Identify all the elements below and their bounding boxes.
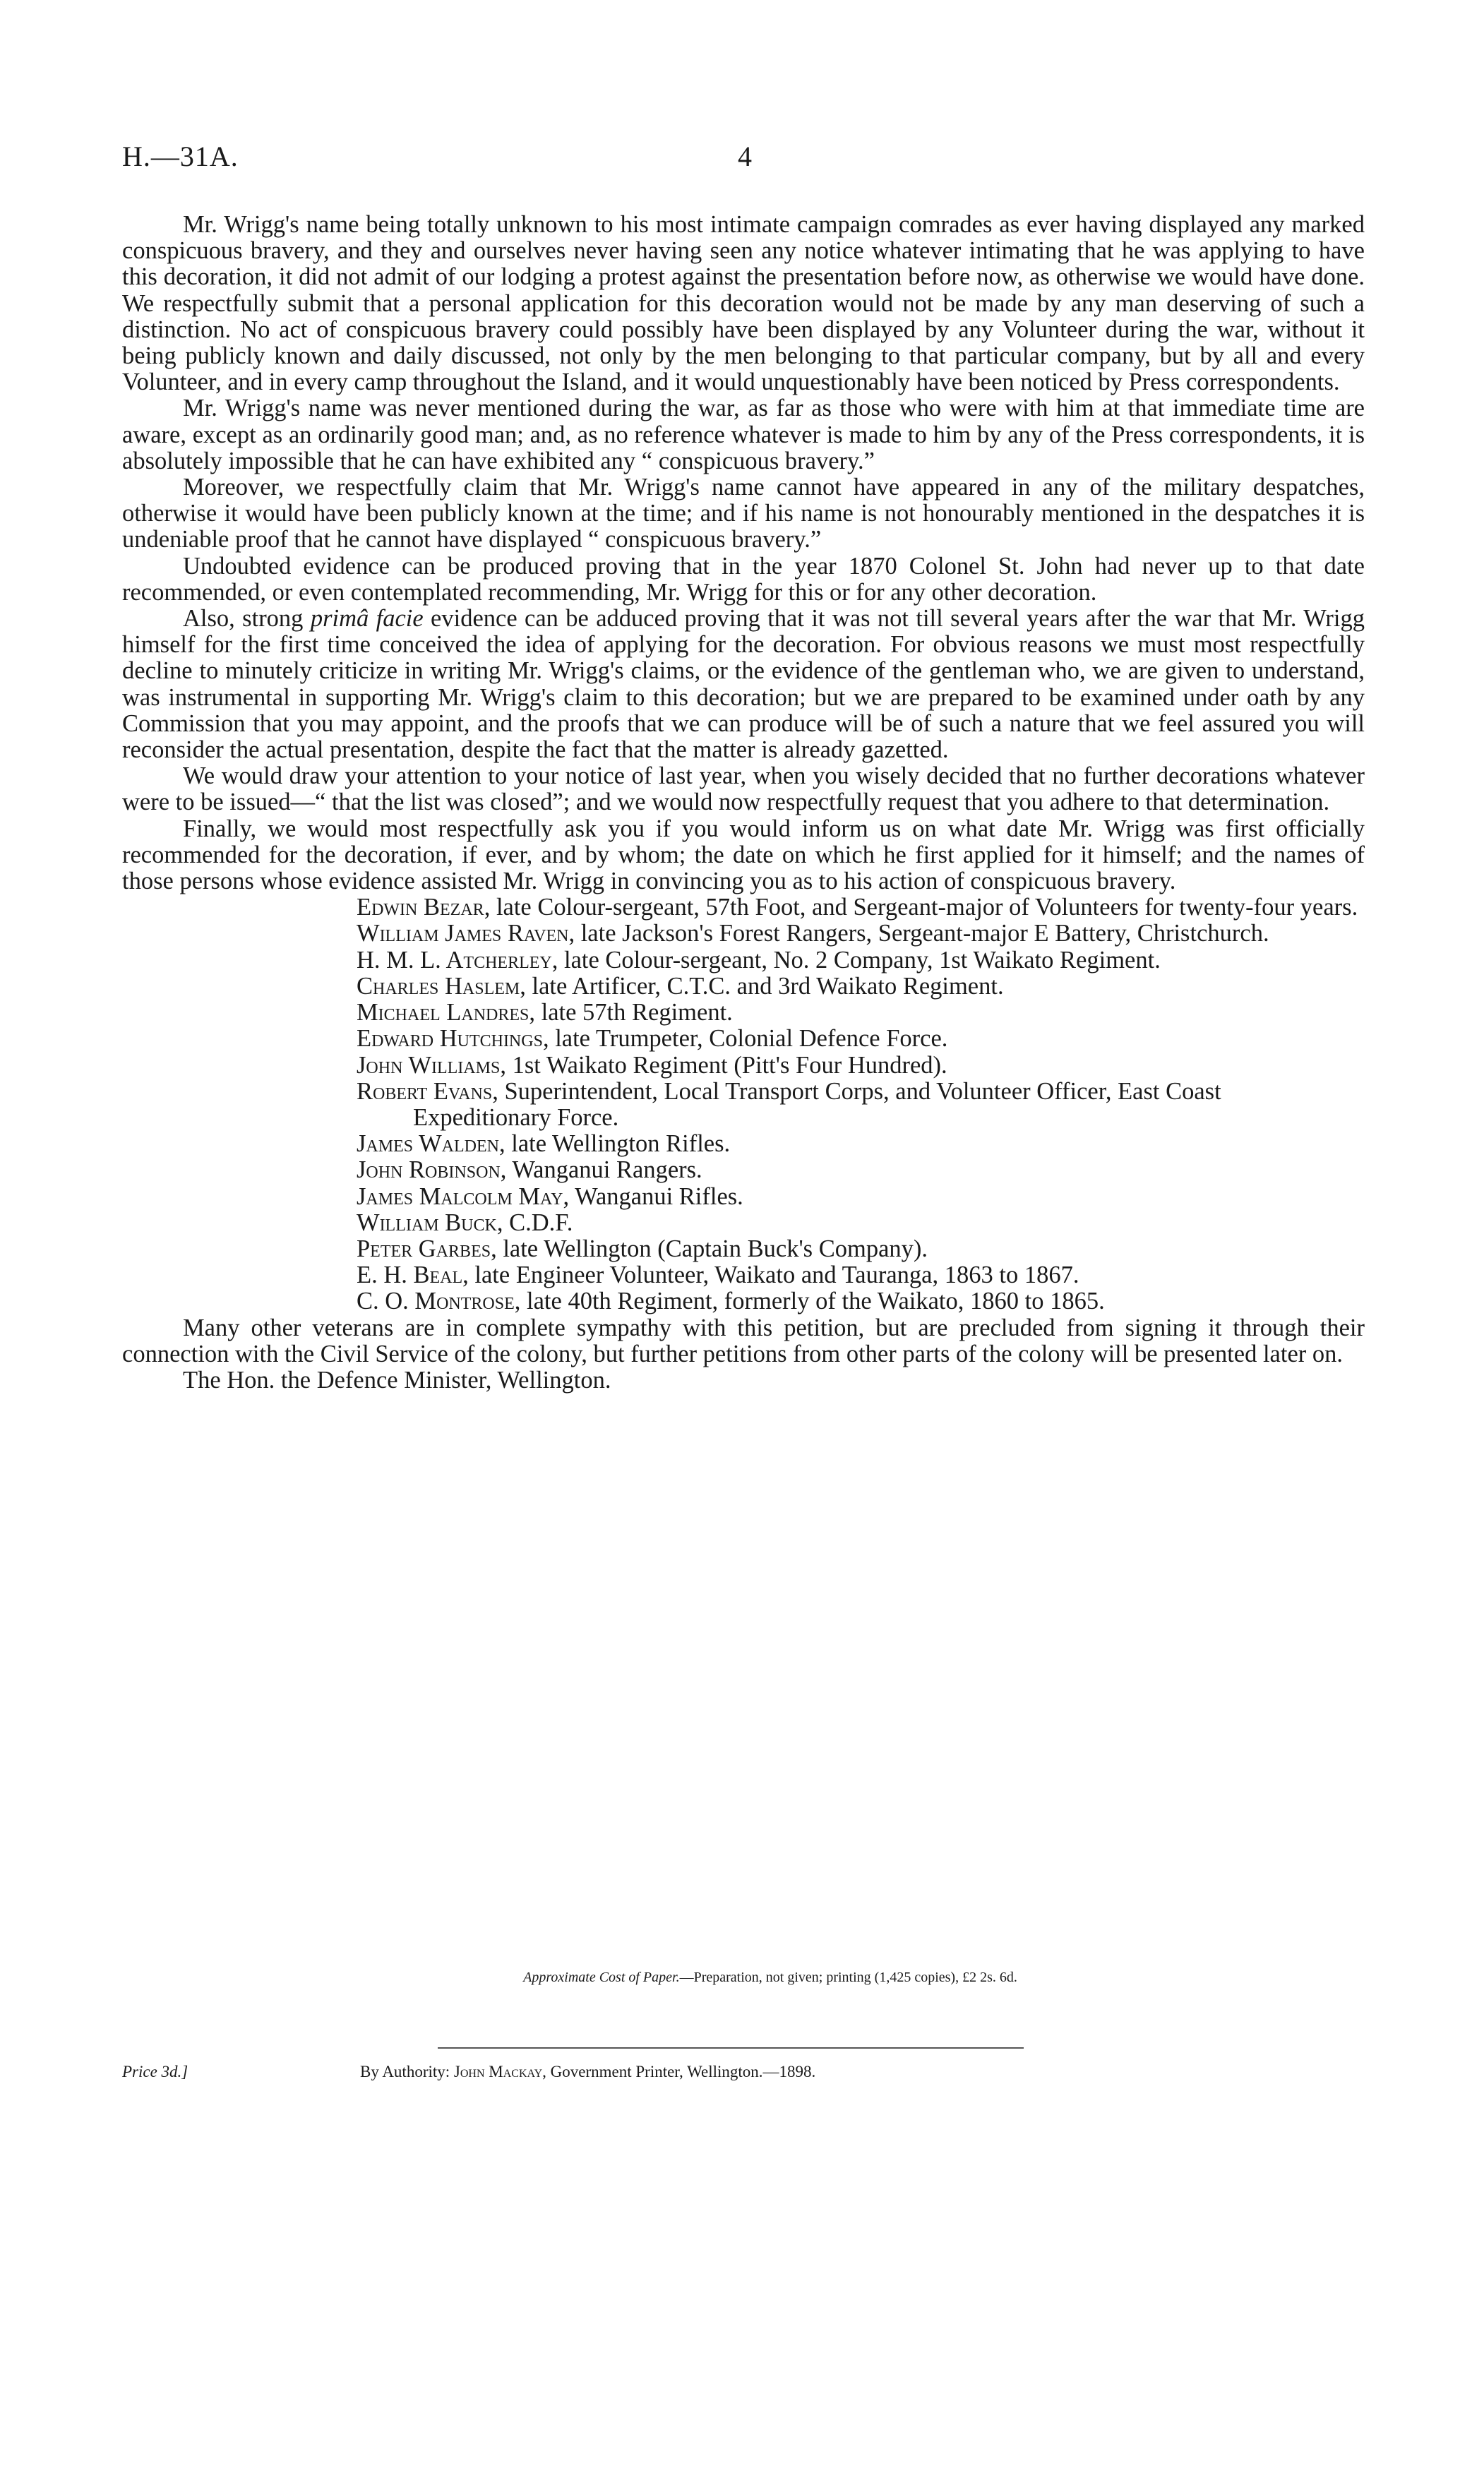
signatory bbox=[357, 1053, 1365, 1079]
signatory-desc: , late 57th Regiment. bbox=[529, 999, 733, 1026]
signatory-name: H. M. L. Atcherley bbox=[357, 946, 552, 974]
italic-phrase: primâ facie bbox=[310, 605, 424, 633]
signatory bbox=[357, 1157, 1365, 1183]
signatory-desc: , 1st Waikato Regiment (Pitt's Four Hundred). bbox=[500, 1051, 947, 1079]
signatory-name: C. O. Montrose bbox=[357, 1288, 515, 1315]
signatory-desc: , Wanganui Rifles. bbox=[563, 1182, 743, 1210]
addressee: The Hon. the Defence Minister, Wellington. bbox=[183, 1366, 611, 1394]
signatory-name: John Williams bbox=[357, 1051, 501, 1079]
signatory bbox=[357, 894, 1365, 921]
signatory-desc: , late 40th Regiment, formerly of the Waikato, 1860 to 1865. bbox=[514, 1288, 1105, 1315]
price: Price 3d.] bbox=[122, 2063, 189, 2080]
signatory-name: E. H. Beal bbox=[357, 1262, 463, 1289]
paragraph: Mr. Wrigg's name being totally unknown to his most intimate campaign comrades as ever having displayed any marked conspicuous bravery, and they and ourselves never having seen any notice whatever intimating that he was applying to have this decoration, it did not admit of our lodging a protest against the presentation before now, as otherwise we would have done. We respectfully submit that a personal application for this decoration would not be made by any man deserving of such a distinction. No act of conspicuous bravery could possibly have been displayed by any Volunteer during the war, without it being publicly known and daily discussed, not only by the men belonging to that particular company, but by all and every Volunteer, and in every camp throughout the Island, and it would unquestionably have been noticed by Press correspondents. bbox=[122, 211, 1365, 396]
cost-note bbox=[0, 1970, 1484, 1986]
signatory-desc: , late Engineer Volunteer, Waikato and Tauranga, 1863 to 1867. bbox=[462, 1262, 1079, 1289]
signatory-desc: , late Wellington Rifles. bbox=[499, 1130, 731, 1158]
paragraph: Moreover, we respectfully claim that Mr. Wrigg's name cannot have appeared in any of the military despatches, otherwise it would have been publicly known at the time; and if his name is not honourably mentioned in the despatches it is undeniable proof that he cannot have displayed “ conspicuous bravery.” bbox=[122, 474, 1365, 553]
signatory-desc: , late Trumpeter, Colonial Defence Force. bbox=[542, 1025, 948, 1053]
signatory-name: Edwin Bezar bbox=[357, 894, 484, 921]
signatory-desc: , late Wellington (Captain Buck's Company). bbox=[491, 1235, 928, 1262]
cost-text: —Preparation, not given; printing (1,425 copies), £2 2s. 6d. bbox=[679, 1970, 1017, 1985]
paragraph: We would draw your attention to your notice of last year, when you wisely decided that no further decorations whatever were to be issued—“ that the list was closed”; and we would now respectfully request that you adhere to that determination. bbox=[122, 762, 1365, 816]
signatory-name: James Malcolm May bbox=[357, 1182, 563, 1210]
signatory bbox=[357, 974, 1365, 1000]
signatory-name: William Buck bbox=[357, 1209, 497, 1236]
signatory bbox=[357, 947, 1365, 974]
page-header bbox=[122, 140, 1365, 182]
paragraph-prima-facie: Also, strong primâ facie evidence can be adduced proving that it was not till several years after the war that Mr. Wrigg himself for the first time conceived the idea of applying for the decoration. For obvious reasons we must most respectfully decline to minutely criticize in writing Mr. Wrigg's claims, or the evidence of the gentleman who, we are given to understand, was instrumental in supporting Mr. Wrigg's claim to this decoration; but we are prepared to be examined under oath by any Commission that you may appoint, and the proofs that we can produce will be of such a nature that we feel assured you will reconsider the actual presentation, despite the fact that the matter is already gazetted. bbox=[122, 605, 1365, 764]
footer-divider bbox=[438, 2047, 1024, 2049]
cost-label: Approximate Cost of Paper. bbox=[523, 1970, 680, 1985]
signatory-name: James Walden bbox=[357, 1130, 499, 1158]
signatory-name: Peter Garbes bbox=[357, 1235, 491, 1262]
signatory-desc: , Superintendent, Local Transport Corps, and Volunteer Officer, East Coast Expeditionary Force. bbox=[413, 1077, 1221, 1131]
printer-imprint: By Authority: John Mackay, Government Printer, Wellington.—1898. bbox=[360, 2063, 816, 2080]
closing-paragraph: Many other veterans are in complete sympathy with this petition, but are precluded from signing it through their connection with the Civil Service of the colony, but further petitions from other parts of the colony will be presented later on. bbox=[122, 1314, 1365, 1367]
signatory-name: Edward Hutchings bbox=[357, 1025, 543, 1053]
signatory bbox=[357, 1184, 1365, 1210]
signatory-desc: , C.D.F. bbox=[496, 1209, 573, 1236]
petition-body bbox=[122, 212, 1365, 1394]
signatory-desc: , late Colour-sergeant, 57th Foot, and Sergeant-major of Volunteers for twenty-four years. bbox=[484, 894, 1358, 921]
signatory-name: Michael Landres bbox=[357, 999, 529, 1026]
signatory bbox=[357, 921, 1365, 947]
paragraph: Undoubted evidence can be produced proving that in the year 1870 Colonel St. John had never up to that date recommended, or even contemplated recommending, Mr. Wrigg for this or for any other decoration. bbox=[122, 552, 1365, 606]
signatory-desc: , late Artificer, C.T.C. and 3rd Waikato Regiment. bbox=[520, 972, 1004, 1000]
signatory bbox=[357, 1079, 1365, 1131]
signatory-desc: , late Colour-sergeant, No. 2 Company, 1st Waikato Regiment. bbox=[551, 946, 1161, 974]
signatory bbox=[357, 1210, 1365, 1236]
signatory-desc: , late Jackson's Forest Rangers, Sergeant-major E Battery, Christchurch. bbox=[568, 920, 1269, 947]
printer-name: John Mackay bbox=[453, 2063, 543, 2080]
signatory bbox=[357, 1000, 1365, 1026]
paragraph: Mr. Wrigg's name was never mentioned during the war, as far as those who were with him at that immediate time are aware, except as an ordinarily good man; and, as no reference whatever is made to him by any of the Press correspondents, it is absolutely impossible that he can have exhibited any “ conspicuous bravery.” bbox=[122, 395, 1365, 474]
signatory-name: William James Raven bbox=[357, 920, 569, 947]
signatory-list bbox=[357, 894, 1365, 1314]
document-code: H.—31A. bbox=[122, 140, 239, 172]
signatory bbox=[357, 1236, 1365, 1262]
signatory-desc: , Wanganui Rangers. bbox=[500, 1156, 702, 1184]
signatory bbox=[357, 1026, 1365, 1052]
paragraph: Finally, we would most respectfully ask you if you would inform us on what date Mr. Wrigg was first officially recommended for the decoration, if ever, and by whom; the date on which he first applied for it himself; and the names of those persons whose evidence assisted Mr. Wrigg in convincing you as to his action of conspicuous bravery. bbox=[122, 815, 1365, 895]
signatory-name: John Robinson bbox=[357, 1156, 501, 1184]
page-number: 4 bbox=[738, 140, 752, 172]
signatory-name: Robert Evans bbox=[357, 1077, 493, 1105]
signatory bbox=[357, 1288, 1365, 1314]
signatory bbox=[357, 1262, 1365, 1288]
signatory-name: Charles Haslem bbox=[357, 972, 520, 1000]
signatory bbox=[357, 1131, 1365, 1157]
